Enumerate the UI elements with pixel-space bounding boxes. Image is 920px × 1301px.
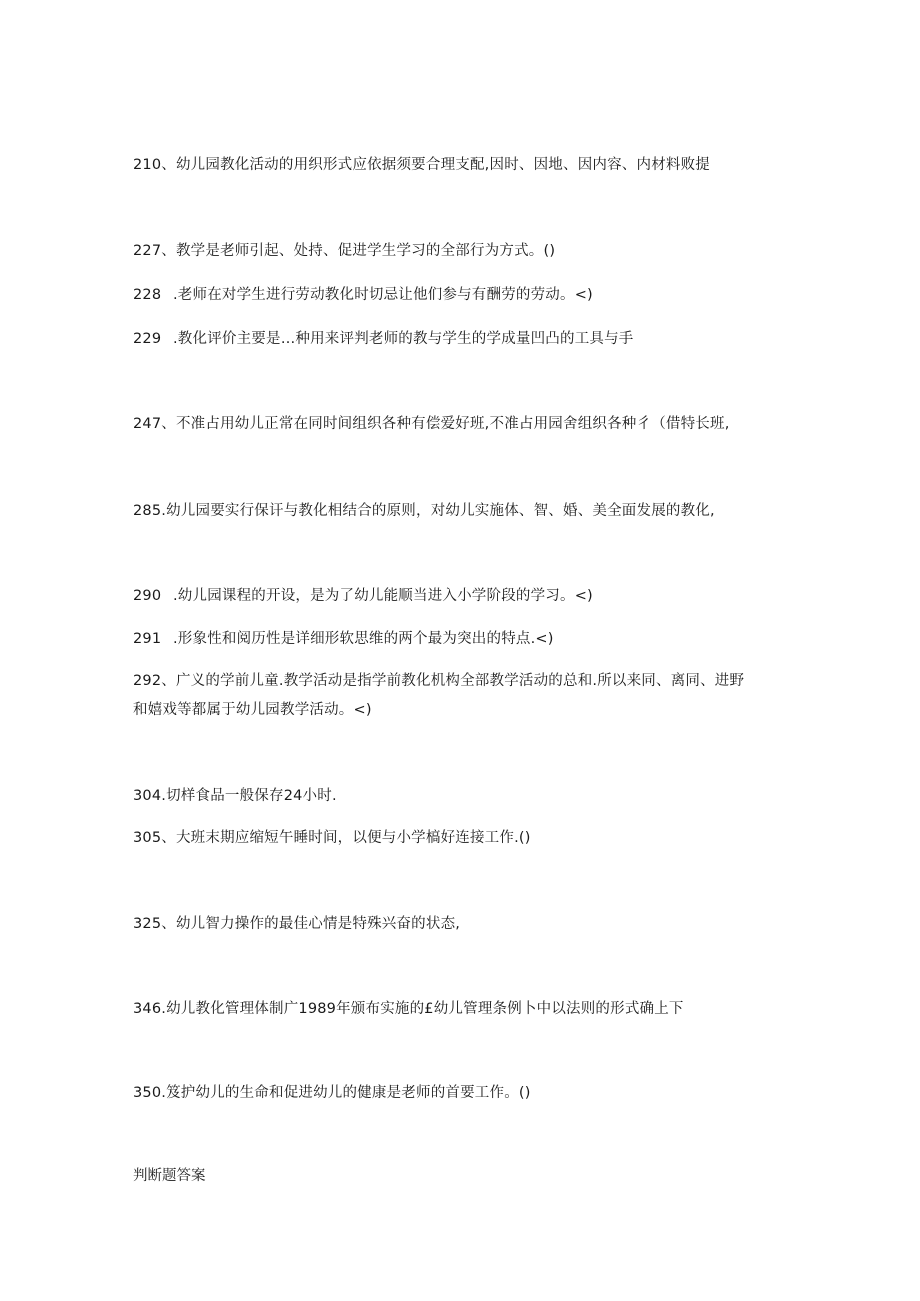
question-227: [133, 240, 555, 262]
question-text: 幼儿园教化活动的用织形式应依据须要合理支配,因时、因地、因内容、内材料败提: [175, 157, 710, 173]
question-text: .老师在对学生进行劳动教化时切忌让他们参与有酬劳的劳动。<): [173, 287, 593, 303]
question-number: 292: [133, 673, 162, 689]
question-number: 285: [133, 503, 162, 519]
question-292-continuation: [133, 699, 372, 721]
question-text: 幼儿园要实行保讦与教化相结合的原则，对幼儿实施体、智、婚、美全面发展的教化,: [166, 503, 715, 519]
question-separator: 、: [161, 673, 176, 689]
question-number: 228: [133, 287, 162, 303]
question-285: [133, 500, 715, 522]
question-number: 304: [133, 788, 162, 804]
question-number: 227: [133, 243, 162, 259]
question-text: 和嬉戏等都属于幼儿园教学活动。<): [133, 702, 372, 718]
question-number: 325: [133, 916, 162, 932]
question-text: 幼儿教化管理体制广1989年颁布实施的£幼儿管理条例卜中以法则的形式确上下: [166, 1001, 684, 1017]
question-text: .形象性和阅历性是详细形软思维的两个最为突出的特点.<): [173, 631, 554, 647]
question-separator: .: [161, 788, 167, 804]
question-number: 247: [133, 416, 162, 432]
question-210: [133, 154, 710, 176]
question-number: 350: [133, 1085, 162, 1101]
answers-heading: 判断题答案: [133, 1168, 206, 1184]
question-separator: 、: [161, 157, 176, 173]
question-text: 幼儿智力操作的最佳心情是特殊兴奋的状态,: [175, 916, 461, 932]
question-separator: 、: [161, 830, 176, 846]
question-text: .教化评价主要是…种用来评判老师的教与学生的学成量凹凸的工具与手: [173, 331, 634, 347]
question-text: 教学是老师引起、处持、促进学生学习的全部行为方式。(): [175, 243, 556, 259]
question-number: 305: [133, 830, 162, 846]
question-number: 229: [133, 331, 162, 347]
question-separator: .: [161, 1001, 167, 1017]
question-separator: 、: [161, 416, 176, 432]
question-number: 346: [133, 1001, 162, 1017]
question-number: 210: [133, 157, 162, 173]
question-text: 广义的学前儿童.教学活动是指学前教化机构全部教学活动的总和.所以来同、离同、进野: [175, 673, 745, 689]
question-separator: .: [161, 1085, 167, 1101]
question-228: [133, 284, 593, 306]
question-separator: .: [161, 503, 167, 519]
question-305: [133, 827, 531, 849]
question-290: [133, 585, 593, 607]
question-325: [133, 913, 460, 935]
question-number: 291: [133, 631, 162, 647]
question-350: [133, 1082, 531, 1104]
question-separator: 、: [161, 916, 176, 932]
question-291: [133, 628, 554, 650]
question-text: .幼儿园课程的开设，是为了幼儿能顺当进入小学阶段的学习。<): [173, 588, 593, 604]
question-text: 笈护幼儿的生命和促进幼儿的健康是老师的首要工作。(): [166, 1085, 531, 1101]
question-text: 大班末期应缩短午睡时间，以便与小学槁好连接工作.(): [175, 830, 531, 846]
question-number: 290: [133, 588, 162, 604]
question-346: [133, 998, 684, 1020]
question-247: [133, 413, 730, 435]
question-separator: 、: [161, 243, 176, 259]
question-text: 切样食品一般保存24小时.: [166, 788, 337, 804]
question-text: 不准占用幼儿正常在同时间组织各种有偿爱好班,不准占用园舍组织各种彳（借特长班,: [175, 416, 730, 432]
question-292: [133, 670, 744, 692]
question-229: [133, 328, 634, 350]
question-304: [133, 785, 337, 807]
